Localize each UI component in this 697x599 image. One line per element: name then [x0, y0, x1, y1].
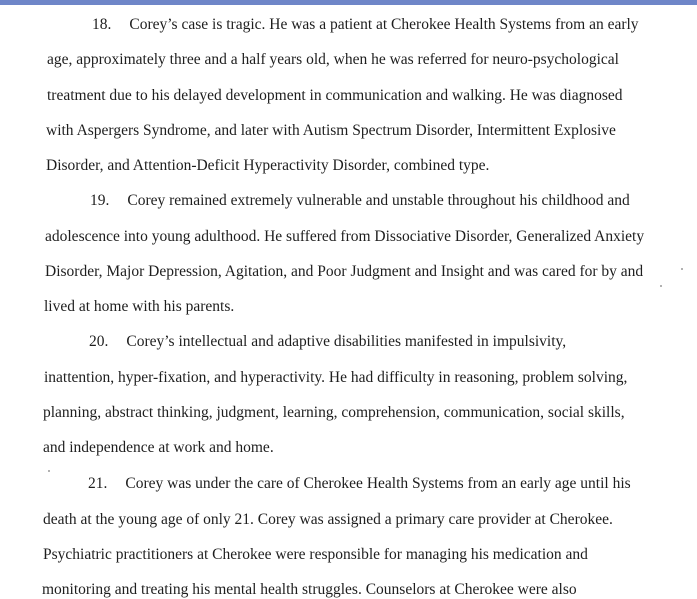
paragraph-line: planning, abstract thinking, judgment, learning, comprehension, communication, social skills,: [43, 404, 625, 421]
scan-speck: [660, 285, 662, 287]
scan-speck: [48, 470, 50, 472]
paragraph-line: adolescence into young adulthood. He suffered from Dissociative Disorder, Generalized Anxiety: [45, 228, 645, 245]
paragraph-number: 19.: [90, 192, 110, 209]
paragraph-line: Disorder, Major Depression, Agitation, and Poor Judgment and Insight and was cared for by and: [45, 263, 644, 280]
paragraph-line: lived at home with his parents.: [44, 298, 235, 315]
paragraph-first-line: [89, 333, 566, 351]
paragraph-line: Psychiatric practitioners at Cherokee were responsible for managing his medication and: [43, 546, 588, 563]
paragraph-first-line: [88, 475, 631, 493]
paragraph-first-line: [92, 16, 639, 34]
paragraph-line: Disorder, and Attention-Deficit Hyperactivity Disorder, combined type.: [46, 157, 490, 174]
paragraph-line: treatment due to his delayed development in communication and walking. He was diagnosed: [47, 87, 623, 104]
scan-speck: [681, 268, 683, 270]
paragraph-line: monitoring and treating his mental health struggles. Counselors at Cherokee were also: [42, 581, 577, 598]
paragraph-number: 21.: [88, 475, 108, 492]
paragraph-line: death at the young age of only 21. Corey was assigned a primary care provider at Cherokee.: [43, 511, 613, 528]
line-text: Corey remained extremely vulnerable and unstable throughout his childhood and: [127, 192, 630, 209]
paragraph-first-line: [90, 192, 630, 210]
paragraph-line: inattention, hyper-fixation, and hyperactivity. He had difficulty in reasoning, problem solving,: [44, 369, 628, 386]
line-text: Corey’s case is tragic. He was a patient at Cherokee Health Systems from an early: [129, 16, 639, 33]
line-text: Corey’s intellectual and adaptive disabilities manifested in impulsivity,: [126, 333, 567, 350]
paragraph-line: age, approximately three and a half years old, when he was referred for neuro-psychological: [47, 51, 619, 68]
paragraph-line: with Aspergers Syndrome, and later with Autism Spectrum Disorder, Intermittent Explosive: [46, 122, 616, 139]
paragraph-number: 20.: [89, 333, 109, 350]
paragraph-line: and independence at work and home.: [43, 439, 274, 456]
line-text: Corey was under the care of Cherokee Health Systems from an early age until his: [125, 475, 631, 492]
paragraph-number: 18.: [92, 16, 112, 33]
